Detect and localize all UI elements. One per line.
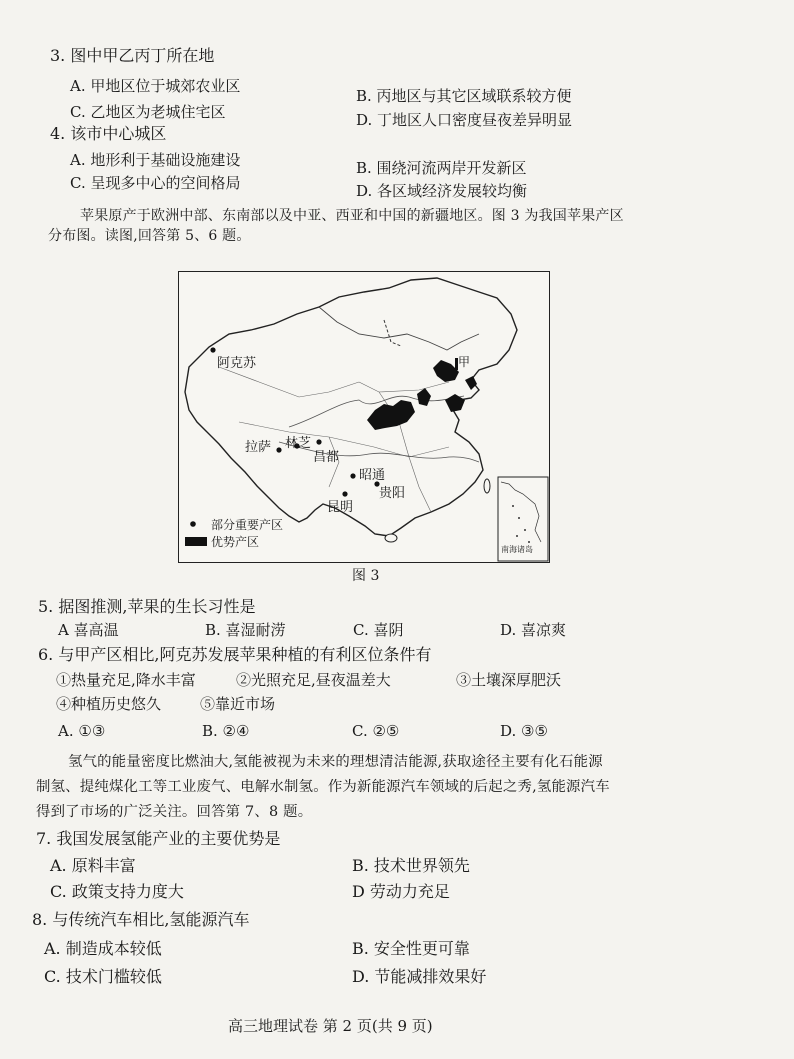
label-lasa: 拉萨 (245, 440, 272, 455)
q6-statement-1: ①热量充足,降水丰富 (56, 671, 196, 689)
q5-option-a: A 喜高温 (58, 621, 119, 639)
q5-option-b: B. 喜湿耐涝 (205, 621, 286, 639)
q7-option-d: D 劳动力充足 (352, 882, 450, 901)
q4-stem: 4. 该市中心城区 (50, 124, 167, 143)
q3-option-a: A. 甲地区位于城郊农业区 (70, 77, 241, 95)
legend-block-symbol (185, 537, 207, 546)
taiwan-island (484, 479, 490, 493)
zhaotong-dot (350, 473, 355, 478)
q6-stem: 6. 与甲产区相比,阿克苏发展苹果种植的有利区位条件有 (38, 645, 432, 664)
legend-block-label: 优势产区 (211, 535, 260, 549)
label-akesu: 阿克苏 (217, 356, 257, 371)
q5-option-d: D. 喜凉爽 (500, 621, 567, 639)
lasa-dot (276, 447, 281, 452)
q3-option-d: D. 丁地区人口密度昼夜差异明显 (356, 111, 573, 129)
akesu-dot (210, 347, 215, 352)
q7-option-b: B. 技术世界领先 (352, 856, 470, 875)
label-linzhi: 林芝 (285, 436, 312, 451)
changdu-dot (316, 439, 321, 444)
q8-option-b: B. 安全性更可靠 (352, 939, 470, 958)
q7-stem: 7. 我国发展氢能产业的主要优势是 (36, 829, 281, 848)
q8-option-c: C. 技术门槛较低 (44, 967, 162, 986)
q6-option-a: A. ①③ (58, 722, 106, 740)
q6-statement-5: ⑤靠近市场 (200, 695, 276, 713)
legend-dot-symbol (190, 521, 196, 527)
label-changdu: 昌都 (313, 450, 340, 465)
label-jia: 甲 (458, 355, 471, 369)
intro78-line2: 制氢、提纯煤化工等工业废气、电解水制氢。作为新能源汽车领域的后起之秀,氢能源汽车 (36, 779, 610, 795)
intro78-line1: 氢气的能量密度比燃油大,氢能被视为未来的理想清洁能源,获取途径主要有化石能源 (68, 754, 603, 770)
legend-dot-label: 部分重要产区 (211, 518, 284, 532)
page-footer: 高三地理试卷 第 2 页(共 9 页) (228, 1017, 433, 1035)
q6-statement-3: ③土壤深厚肥沃 (456, 671, 562, 689)
q7-option-a: A. 原料丰富 (50, 856, 136, 875)
q4-option-a: A. 地形利于基础设施建设 (70, 151, 241, 169)
q6-statement-2: ②光照充足,昼夜温差大 (236, 671, 391, 689)
q3-stem: 3. 图中甲乙丙丁所在地 (50, 46, 215, 65)
q8-stem: 8. 与传统汽车相比,氢能源汽车 (32, 910, 250, 929)
q4-option-d: D. 各区域经济发展较均衡 (356, 182, 528, 200)
q6-option-d: D. ③⑤ (500, 722, 548, 740)
q7-option-c: C. 政策支持力度大 (50, 882, 184, 901)
q8-option-d: D. 节能减排效果好 (352, 967, 487, 986)
kunming-dot (342, 491, 347, 496)
apple-production-map (178, 271, 550, 563)
q5-option-c: C. 喜阴 (353, 621, 404, 639)
figure-caption: 图 3 (352, 568, 380, 584)
label-kunming: 昆明 (327, 500, 354, 515)
hainan-island (385, 534, 397, 542)
q3-option-c: C. 乙地区为老城住宅区 (70, 103, 226, 121)
q4-option-b: B. 围绕河流两岸开发新区 (356, 159, 527, 177)
intro78-line3: 得到了市场的广泛关注。回答第 7、8 题。 (36, 804, 313, 820)
label-zhaotong: 昭通 (359, 468, 386, 483)
q5-stem: 5. 据图推测,苹果的生长习性是 (38, 597, 256, 616)
intro56-line2: 分布图。读图,回答第 5、6 题。 (48, 228, 251, 244)
q3-option-b: B. 丙地区与其它区域联系较方便 (356, 87, 572, 105)
q6-statement-4: ④种植历史悠久 (56, 695, 162, 713)
q4-option-c: C. 呈现多中心的空间格局 (70, 174, 241, 192)
inset-label: 南海诸岛 (501, 545, 533, 554)
intro56-line1: 苹果原产于欧洲中部、东南部以及中亚、西亚和中国的新疆地区。图 3 为我国苹果产区 (80, 208, 624, 224)
q6-option-b: B. ②④ (202, 722, 250, 740)
q6-option-c: C. ②⑤ (352, 722, 400, 740)
q8-option-a: A. 制造成本较低 (44, 939, 162, 958)
label-guiyang: 贵阳 (379, 486, 406, 501)
